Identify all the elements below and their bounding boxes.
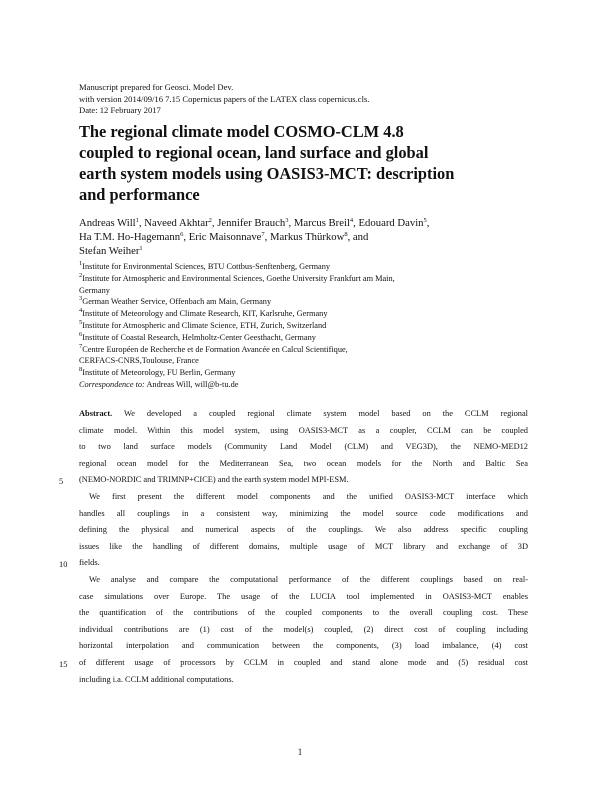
author-affil-mark: 6: [180, 231, 184, 238]
affiliation-number: 2: [79, 271, 83, 279]
abstract-line: to two land surface models (Community Land Model (CLM) and VEG3D), the NEMO-MED12: [79, 442, 528, 452]
title-line: The regional climate model COSMO-CLM 4.8: [79, 122, 404, 141]
affiliation: [79, 332, 529, 344]
correspondence: [79, 379, 529, 391]
preamble-line-2: with version 2014/09/16 7.15 Copernicus papers of the LATEX class copernicus.cls.: [79, 93, 370, 104]
author-line: [79, 216, 529, 230]
author-name: Jennifer Brauch: [217, 217, 286, 229]
author-name: Markus Thürkow: [270, 231, 345, 243]
abstract-line: handles all couplings in a consistent way, minimizing the model source code modifications and: [79, 508, 528, 518]
affiliation: [79, 308, 529, 320]
affiliation-text: German Weather Service, Offenbach am Main, Germany: [82, 297, 272, 307]
author-line: [79, 244, 529, 258]
line-number: 15: [59, 660, 68, 669]
affiliation-number: 1: [79, 260, 83, 267]
author-sep: , and: [347, 231, 369, 243]
author-sep: ,: [264, 231, 271, 243]
line-number: 5: [59, 477, 64, 486]
abstract-line: regional ocean model for the Mediterranean Sea, two ocean models for the North and Baltic Sea: [79, 458, 528, 468]
author-name: Edouard Davin: [358, 217, 424, 229]
affiliation-list: [79, 261, 529, 391]
affiliation-number: 4: [79, 307, 83, 315]
affiliation-text: Institute for Environmental Sciences, BTU Cottbus-Senftenberg, Germany: [82, 262, 331, 271]
author-affil-mark: 4: [349, 217, 354, 224]
author-affil-mark: 1: [135, 217, 139, 224]
abstract-line: We analyse and compare the computational performance of the different couplings based on real-: [89, 574, 528, 584]
preamble-date: Date: 12 February 2017: [79, 105, 161, 115]
author-sep: ,: [426, 217, 430, 229]
affiliation: [79, 273, 529, 285]
author-affil-mark: 8: [344, 231, 348, 238]
author-sep: ,: [353, 217, 359, 229]
author-name: Eric Maisonnave: [188, 231, 262, 243]
author-name: Marcus Breil: [293, 217, 350, 229]
author-name: Ha T.M. Ho-Hagemann: [79, 231, 181, 243]
affiliation: [79, 344, 529, 356]
abstract-text: We developed a coupled regional climate system model based on the CCLM regional: [112, 409, 528, 418]
abstract: [79, 406, 528, 688]
affiliation-continuation: CERFACS-CNRS,Toulouse, France: [79, 356, 199, 366]
author-sep: ,: [211, 217, 218, 229]
abstract-line: horizontal interpolation and communication between the components, (3) load imbalance, (4) cost: [79, 641, 528, 651]
affiliation: [79, 261, 529, 273]
affiliation-text: Institute of Meteorology, FU Berlin, Germany: [82, 368, 236, 378]
author-affil-mark: 7: [261, 231, 265, 238]
author-affil-mark: 1: [139, 245, 143, 252]
affiliation-number: 5: [79, 318, 83, 326]
abstract-line: the quantification of the contributions of the coupled components to the overall coupling cost. These: [79, 608, 528, 618]
affiliation: [79, 367, 529, 379]
author-name: Andreas Will: [79, 217, 136, 229]
page-number: 1: [297, 747, 303, 757]
affiliation-continuation: Germany: [79, 285, 110, 295]
paper-title: [79, 121, 479, 205]
affiliation-number: 3: [79, 295, 83, 303]
affiliation: [79, 320, 529, 332]
abstract-line: defining the physical and numerical aspects of the couplings. We also address specific coupling: [79, 525, 528, 535]
affiliation-number: 6: [79, 330, 83, 338]
author-name: Naveed Akhtar: [144, 217, 209, 229]
abstract-line: [79, 406, 528, 423]
affiliation-text: Institute for Atmospheric and Climate Science, ETH, Zurich, Switzerland: [82, 320, 327, 330]
author-sep: ,: [288, 217, 294, 229]
abstract-line: climate model. Within this model system, using OASIS3-MCT as a coupler, CCLM can be coupled: [79, 425, 528, 435]
abstract-line: (NEMO-NORDIC and TRIMNP+CICE) and the earth system model MPI-ESM.: [79, 475, 349, 485]
title-line: earth system models using OASIS3-MCT: description: [79, 164, 455, 183]
author-sep: ,: [183, 231, 189, 243]
affiliation-text: Institute for Atmospheric and Environmental Sciences, Goethe University Frankfurt am Main,: [82, 273, 395, 283]
affiliation-text: Institute of Meteorology and Climate Research, KIT, Karlsruhe, Germany: [82, 309, 328, 319]
affiliation-text: Centre Européen de Recherche et de Formation Avancée en Calcul Scientifique,: [82, 344, 348, 354]
abstract-line: of different usage of processors by CCLM in coupled and stand alone mode and (5) residual cost: [79, 657, 528, 667]
affiliation-text: Institute of Coastal Research, Helmholtz-Center Geesthacht, Germany: [82, 332, 316, 342]
abstract-line: including i.a. CCLM additional computations.: [79, 674, 234, 684]
manuscript-preamble: [79, 82, 369, 117]
author-affil-mark: 5: [423, 217, 427, 224]
correspondence-text: Andreas Will, will@b-tu.de: [144, 379, 239, 389]
affiliation-number: 8: [79, 366, 83, 374]
abstract-line: individual contributions are (1) cost of the model(s) coupled, (2) direct cost of coupling including: [79, 624, 528, 634]
line-number: 10: [59, 560, 68, 569]
affiliation: [79, 296, 529, 308]
abstract-heading: Abstract.: [79, 409, 113, 418]
author-line: [79, 230, 529, 244]
preamble-line-1: Manuscript prepared for Geosci. Model Dev.: [79, 82, 234, 92]
author-affil-mark: 2: [208, 217, 212, 224]
affiliation-number: 7: [79, 342, 83, 350]
author-name: Stefan Weiher: [79, 245, 140, 257]
author-list: [79, 216, 529, 258]
title-line: and performance: [79, 185, 200, 204]
title-line: coupled to regional ocean, land surface and global: [79, 143, 429, 162]
author-affil-mark: 3: [285, 217, 289, 224]
abstract-line: case simulations over Europe. The usage of the LUCIA tool implemented in OASIS3-MCT enables: [79, 591, 528, 601]
correspondence-label: Correspondence to:: [79, 379, 145, 389]
author-sep: ,: [138, 217, 145, 229]
abstract-line: fields.: [79, 558, 100, 568]
abstract-line: issues like the handling of different domains, multiple usage of MCT library and exchange of 3D: [79, 541, 528, 551]
abstract-line: We first present the different model components and the unified OASIS3-MCT interface which: [89, 491, 528, 501]
